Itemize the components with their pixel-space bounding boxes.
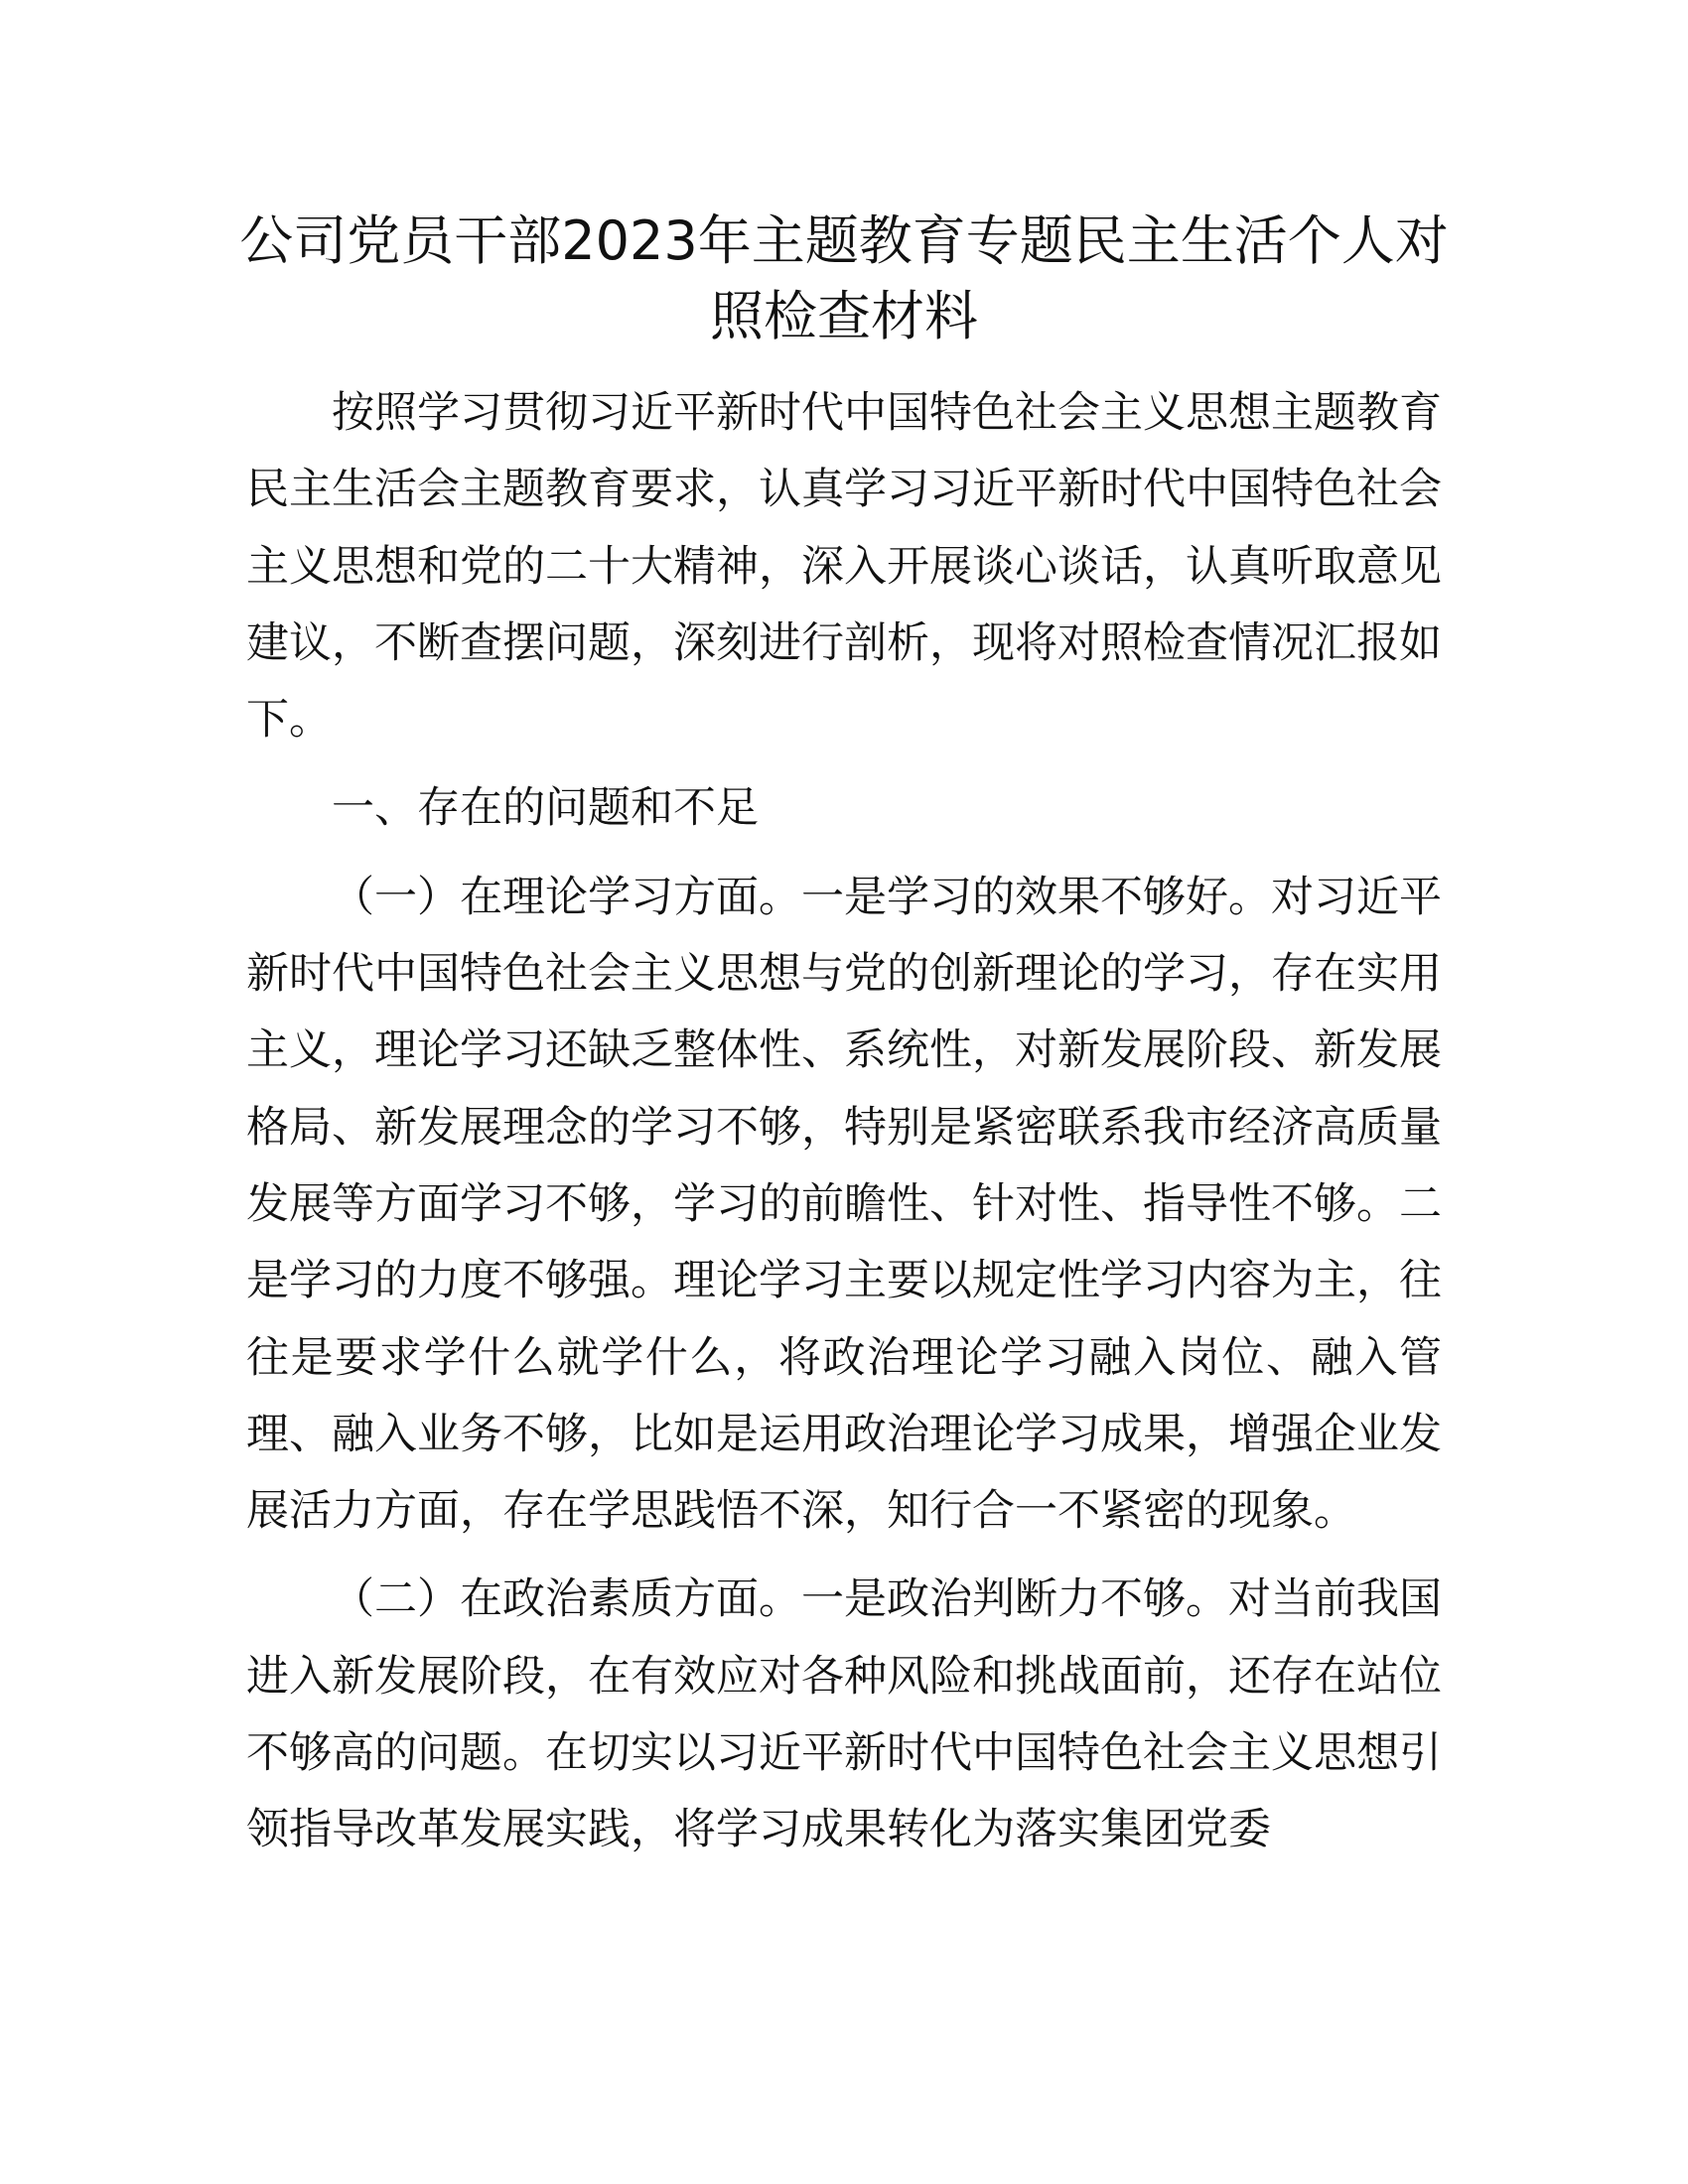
document-body [246, 375, 1442, 1869]
political-quality-paragraph: （二）在政治素质方面。一是政治判断力不够。对当前我国进入新发展阶段，在有效应对各种风险和挑战面前，还存在站位不够高的问题。在切实以习近平新时代中国特色社会主义思想引领指导改革发展实践，将学习成果转化为落实集团党委 [246, 1574, 1442, 1855]
section-heading: 一、存在的问题和不足 [332, 783, 759, 834]
theory-study-paragraph: （一）在理论学习方面。一是学习的效果不够好。对习近平新时代中国特色社会主义思想与党的创新理论的学习，存在实用主义，理论学习还缺乏整体性、系统性，对新发展阶段、新发展格局、新发展理念的学习不够，特别是紧密联系我市经济高质量发展等方面学习不够，学习的前瞻性、针对性、指导性不够。二是学习的力度不够强。理论学习主要以规定性学习内容为主，往往是要求学什么就学什么，将政治理论学习融入岗位、融入管理、融入业务不够，比如是运用政治理论学习成果，增强企业发展活力方面，存在学思践悟不深，知行合一不紧密的现象。 [246, 872, 1442, 1537]
intro-paragraph: 按照学习贯彻习近平新时代中国特色社会主义思想主题教育民主生活会主题教育要求，认真学习习近平新时代中国特色社会主义思想和党的二十大精神，深入开展谈心谈话，认真听取意见建议，不断查摆问题，深刻进行剖析，现将对照检查情况汇报如下。 [246, 388, 1442, 746]
document-title: 公司党员干部2023年主题教育专题民主生活个人对照检查材料 [239, 209, 1449, 347]
